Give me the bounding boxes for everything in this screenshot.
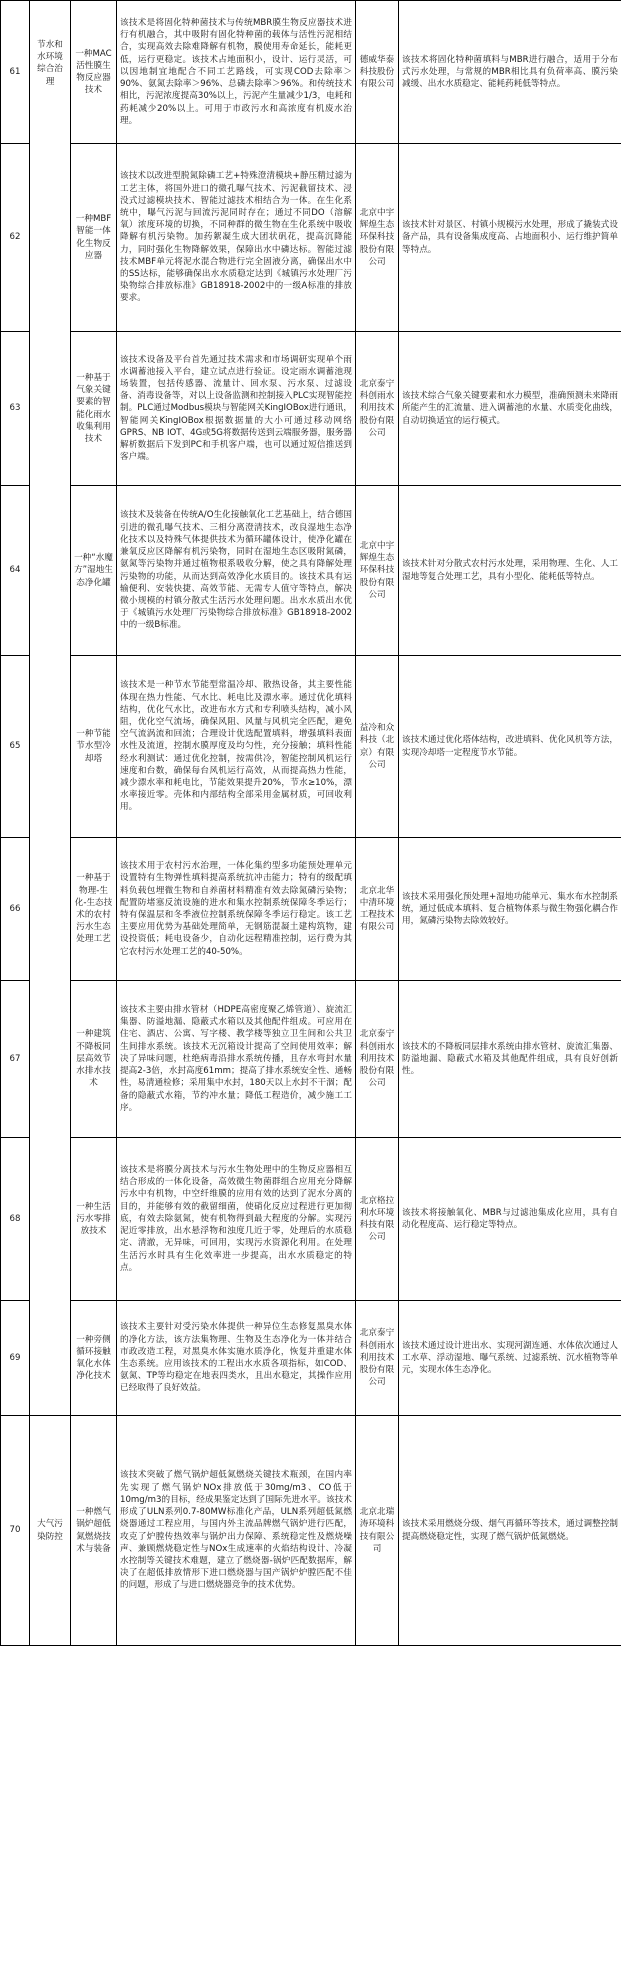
technology-description: 该技术主要由排水管材（HDPE高密度聚乙烯管道）、旋流汇集器、防溢地漏、隐蔽式水箱以及其他配件组成。可应用在住宅、酒店、公寓、写字楼、教学楼等独立卫生间和公共卫生间排水系统。该技术无沉箱设计提高了空间使用效率；解决了异味问题，杜绝病毒沿排水系统传播，且存水弯封水量提高2-3倍，水封高度61mm；提高了排水系统安全性、通畅性，易清通检修；采用集中水封，180天以上水封不干涸；配备的隐蔽式水箱，节约冲水量；降低工程造价，减少施工工序。 [117, 981, 356, 1138]
company-name: 德威华泰科技股份有限公司 [356, 1, 399, 144]
company-name: 北京北华中清环境工程技术有限公司 [356, 838, 399, 981]
row-number: 68 [1, 1138, 30, 1301]
technology-description: 该技术设备及平台首先通过技术需求和市场调研实现单个雨水调蓄池接入平台，建立试点进行验证。设定雨水调蓄池现场装置，包括传感器、流量计、回水泵、污水泵、过滤设备、消毒设备等，对以上设备监测和控制接入PLC实现智能控制。PLC通过Modbus模块与智能网关KingIOBox进行通讯，智能网关KingIOBox根据数据量的大小可通过移动网络GPRS、NB IOT、4G或5G将数据传送到云端服务器，服务器解析数据后下发到PC和手机客户端，也可以通过短信推送到客户端。 [117, 332, 356, 486]
technology-description: 该技术用于农村污水治理，一体化集约型多功能预处理单元设置特有生物弹性填料提高系统抗冲击能力；特有的级配填料负载包埋微生物和自养菌材料精准有效去除氮磷污染物；配置防堵塞反流设施的进水和集水控制系统保障冬季运行；特有保温层和冬季液位控制系统保障冬季运行稳定。该工艺主要应用优势为基础处理简单，无钢筋混凝土建构筑物，建设投资低；耗电设备少，自动化远程精准控制，运行费为其它农村污水处理工艺的40-50%。 [117, 838, 356, 981]
row-number: 69 [1, 1301, 30, 1416]
row-number: 70 [1, 1416, 30, 1646]
technology-remark: 该技术针对景区、村镇小规模污水处理，形成了撬装式设备产品，具有设备集成度高、占地面积小、运行维护简单等特点。 [399, 144, 621, 332]
category-cell: 大气污染防控 [30, 1416, 71, 1646]
table-row [1, 838, 621, 981]
company-name: 益冷和众科技（北京）有限公司 [356, 656, 399, 838]
technology-name: 一种MAC活性膜生物反应器技术 [71, 1, 117, 144]
technology-description: 该技术及装备在传统A/O生化接触氧化工艺基础上，结合德国引进的微孔曝气技术、三相分离澄清技术，改良湿地生态净化技术以及特殊气体提供技术为循环罐体设计，使净化罐在兼氧反应区降解有机污染物，同时在湿地生态区吸附氮磷，氨氮等污染物并通过植物根系吸收分解，使之具有降解处理污染物的功能，从而达到高效净化水质目的。该技术具有运输便利、安装快捷、高效节能、无需专人值守等特点，解决微小规模的村镇分散式生活污水处理问题。出水水质出水优于《城镇污水处理厂污染物综合排放标准》GB18918-2002中的一级B标准。 [117, 486, 356, 656]
company-name: 北京泰宁科创雨水利用技术股份有限公司 [356, 981, 399, 1138]
row-number: 63 [1, 332, 30, 486]
company-name: 北京北瑞涛环境科技有限公司 [356, 1416, 399, 1646]
technology-description: 该技术是将膜分离技术与污水生物处理中的生物反应器相互结合形成的一体化设备，高效微生物菌群组合应用充分降解污水中有机物，中空纤维膜的应用有效的达到了泥水分离的目的，并能够有效的截留细菌，使硝化反应过程进行更加彻底，有效去除氨氮，使有机物得到最大程度的分解。实现污泥近零排放，出水悬浮物和浊度几近于零，处理后的水质稳定、清澈，无异味，可回用，实现污水资源化利用。在处理生活污水时具有生化效率进一步提高，出水水质稳定的特点。 [117, 1138, 356, 1301]
technology-name: 一种节能节水型冷却塔 [71, 656, 117, 838]
row-number: 62 [1, 144, 30, 332]
company-name: 北京泰宁科创雨水利用技术股份有限公司 [356, 332, 399, 486]
table-row [1, 656, 621, 838]
technology-description: 该技术是一种节水节能型常温冷却、散热设备，其主要性能体现在热力性能、气水比、耗电比及漂水率。通过优化填料结构，优化气水比，改进布水方式和专利喷头结构，减小风阻，优化空气流场，确保风阻、风量与风机完全匹配，避免空气流涡流和回流；合理设计优选配置填料，增强填料表面水性及流道，控制水膜厚度及均匀性，充分接触；填料性能经水利测试：通过优化控制，按需供冷，智能控制风机运行速度和台数，确保每台风机运行高效，从而提高热力性能，减少漂水率和耗电比，节能效果提升20%，节水≥10%，漂水率接近零。壳体和内部结构全部采用金属材质，可回收利用。 [117, 656, 356, 838]
table-row [1, 1301, 621, 1416]
technology-description: 该技术主要针对受污染水体提供一种异位生态修复黑臭水体的净化方法，该方法集物理、生物及生态净化为一体并结合市政改造工程，对黑臭水体实施水质净化，恢复并重建水体生态系统。应用该技术的工程出水水质各项指标，如COD、氨氮、TP等均稳定在地表四类水，且出水稳定，其操作应用已经取得了良好效益。 [117, 1301, 356, 1416]
technology-remark: 该技术通过优化塔体结构，改进填料、优化风机等方法，实现冷却塔一定程度节水节能。 [399, 656, 621, 838]
table-row [1, 486, 621, 656]
table-row [1, 1, 621, 144]
company-name: 北京格拉利水环境科技有限公司 [356, 1138, 399, 1301]
table-row [1, 981, 621, 1138]
company-name: 北京中宇辉煌生态环保科技股份有限公司 [356, 486, 399, 656]
technology-name: 一种生活污水零排放技术 [71, 1138, 117, 1301]
row-number: 65 [1, 656, 30, 838]
technology-remark: 该技术的不降板同层排水系统由排水管材、旋流汇集器、防溢地漏、隐蔽式水箱及其他配件组成，具有良好创新性。 [399, 981, 621, 1138]
technology-description: 该技术突破了燃气锅炉超低氮燃烧关键技术瓶颈，在国内率先实现了燃气锅炉NOx排放低于30mg/m3、CO低于10mg/m3的目标，经成果鉴定达到了国际先进水平。该技术形成了ULN系列0.7-80MW标准化产品，ULN系列超低氮燃烧器通过工程应用，与国内外主流品牌燃气锅炉进行匹配，攻克了炉膛传热效率与锅炉出力保障、系统稳定性及燃烧噪声、兼顾燃烧稳定性与NOx生成速率的火焰结构设计、冷凝水控制等关键技术难题，建立了燃烧器-锅炉匹配数据库，解决了在超低排放情形下进口燃烧器与国产锅炉炉膛匹配不佳的问题，形成了与进口燃烧器竞争的技术优势。 [117, 1416, 356, 1646]
technology-description: 该技术是将固化特种菌技术与传统MBR膜生物反应器技术进行有机融合，其中吸附有固化特种菌的载体与活性污泥相结合，实现高效去除难降解有机物，膜使用寿命延长，能耗更低，运行更稳定。该技术占地面积小，设计、运行灵活，可以因地制宜地配合不同工艺路线，可实现COD去除率＞90%、氨氮去除率＞96%、总磷去除率＞96%。和传统技术相比，污泥浓度提高30%以上，污泥产生量减少1/3，电耗和药耗减少20%以上。可用于市政污水和高浓度有机废水治理。 [117, 1, 356, 144]
table-row [1, 332, 621, 486]
technology-remark: 该技术采用燃烧分级、烟气再循环等技术，通过调整控制提高燃烧稳定性，实现了燃气锅炉低氮燃烧。 [399, 1416, 621, 1646]
technology-remark: 该技术将固化特种菌填料与MBR进行融合，适用于分布式污水处理，与常规的MBR相比具有负荷率高、膜污染减缓、出水水质稳定、能耗药耗低等特点。 [399, 1, 621, 144]
table-row [1, 144, 621, 332]
technology-name: 一种建筑不降板同层高效节水排水技术 [71, 981, 117, 1138]
technology-remark: 该技术将接触氧化、MBR与过滤池集成化应用，具有自动化程度高、运行稳定等特点。 [399, 1138, 621, 1301]
category-cell: 节水和水环境综合治理 [30, 1, 71, 1416]
technology-remark: 该技术针对分散式农村污水处理，采用物理、生化、人工湿地等复合处理工艺，具有小型化、能耗低等特点。 [399, 486, 621, 656]
technology-name: 一种基于物理-生化-生态技术的农村污水生态处理工艺 [71, 838, 117, 981]
technology-description: 该技术以改进型脱氮除磷工艺+特殊澄清模块+静压精过滤为工艺主体，将国外进口的微孔曝气技术、污泥截留技术、浸没式过滤模块技术、智能过滤技术相结合为一体。在生化系统中，曝气污泥与回流污泥同时存在；通过不同DO（溶解氧）浓度环境的切换，不同种群的微生物在生化系统中吸收降解有机污染物。加药絮凝生成大团状矾花，提高沉降能力，同时强化生物降解效果，保障出水中磷达标。智能过滤技术MBF单元将泥水混合物进行完全固液分离，确保出水中的SS达标，能够确保出水水质稳定达到《城镇污水处理厂污染物综合排放标准》GB18918-2002中的一级A标准的排放要求。 [117, 144, 356, 332]
company-name: 北京中宇辉煌生态环保科技股份有限公司 [356, 144, 399, 332]
technology-name: 一种“水魔方”湿地生态净化罐 [71, 486, 117, 656]
row-number: 66 [1, 838, 30, 981]
technology-name: 一种基于气象关键要素的智能化雨水收集利用技术 [71, 332, 117, 486]
company-name: 北京泰宁科创雨水利用技术股份有限公司 [356, 1301, 399, 1416]
row-number: 67 [1, 981, 30, 1138]
row-number: 61 [1, 1, 30, 144]
technology-remark: 该技术通过设计进出水、实现河湖连通、水体依次通过人工水草、浮动湿地、曝气系统、过滤系统、沉水植物等单元，实现水体生态净化。 [399, 1301, 621, 1416]
table-row [1, 1416, 621, 1646]
table-row [1, 1138, 621, 1301]
technology-remark: 该技术综合气象关键要素和水力模型，准确预测未来降雨所能产生的汇流量、进入调蓄池的水量、水质变化曲线，自动切换适宜的运行模式。 [399, 332, 621, 486]
technology-remark: 该技术采用强化预处理+湿地功能单元、集水布水控制系统，通过低成本填料、复合植物体系与微生物强化耦合作用，氮磷污染物去除效较好。 [399, 838, 621, 981]
technology-name: 一种旁侧循环接触氧化水体净化技术 [71, 1301, 117, 1416]
row-number: 64 [1, 486, 30, 656]
technology-name: 一种燃气锅炉超低氮燃烧技术与装备 [71, 1416, 117, 1646]
technology-name: 一种MBF智能一体化生物反应器 [71, 144, 117, 332]
